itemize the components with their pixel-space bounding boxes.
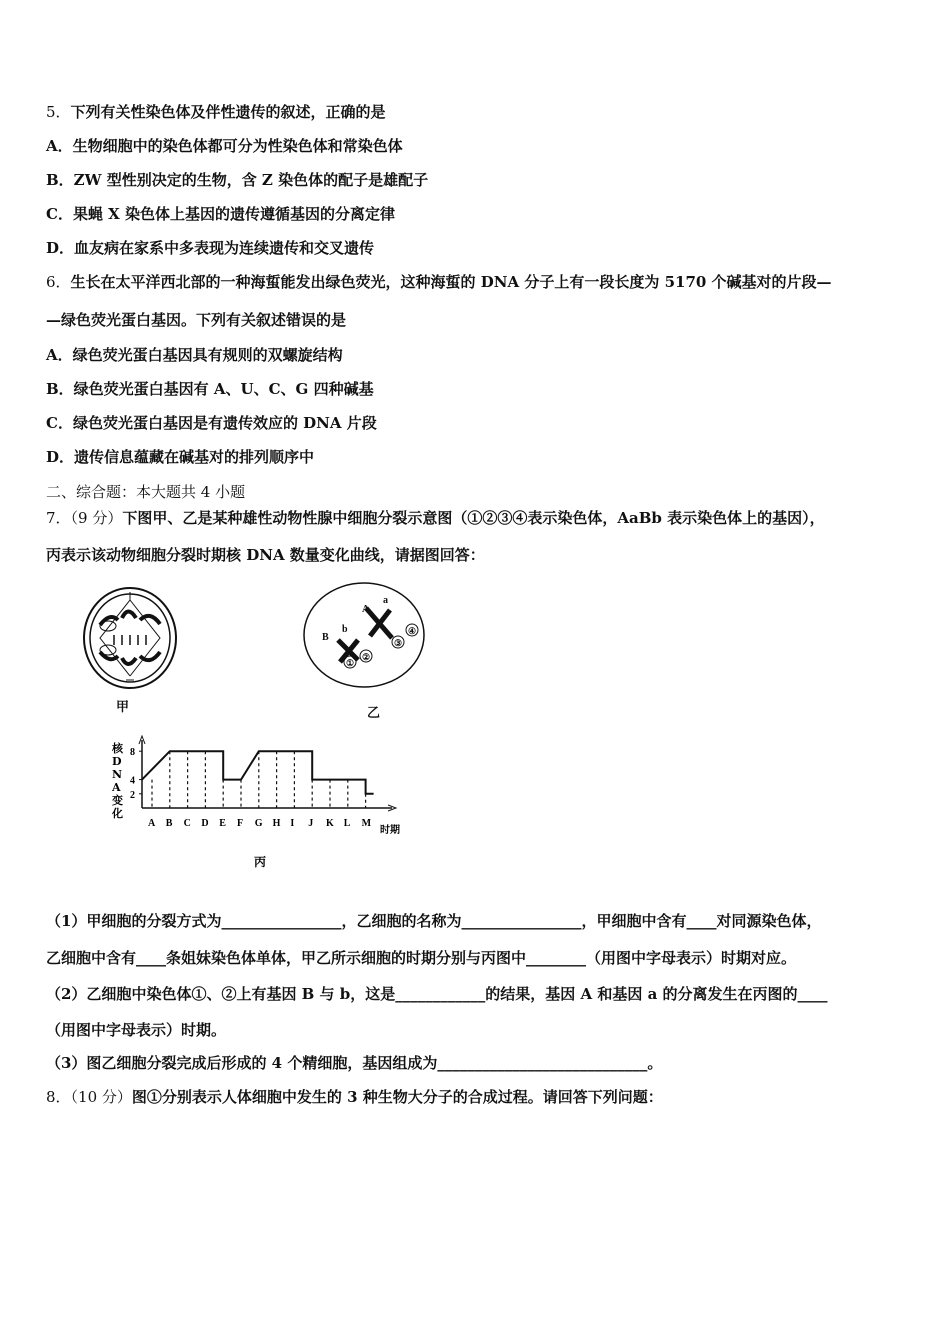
x-tick-label: I (290, 818, 295, 829)
q5-option-d: D．血友病在家系中多表现为连续遗传和交叉遗传 (46, 239, 375, 257)
dna-series-line (142, 751, 374, 794)
q5-option-a: A．生物细胞中的染色体都可分为性染色体和常染色体 (46, 137, 403, 155)
yi-chrom-4: ④ (408, 626, 417, 636)
yi-chrom-1: ① (346, 658, 355, 668)
x-tick-label: L (343, 818, 351, 829)
y-tick-label: 8 (130, 747, 135, 759)
chart-title: 丙 (254, 855, 267, 869)
q7-sub1-line1: （1）甲细胞的分裂方式为________________，乙细胞的名称为________________，甲细胞中含有____对同源染色体， (46, 912, 822, 930)
y-axis-label-char: 化 (112, 807, 123, 820)
x-tick-label: H (272, 818, 281, 829)
y-axis-label-char: N (112, 768, 123, 781)
y-tick-label: 4 (130, 775, 135, 787)
q7-stem-line2: 丙表示该动物细胞分裂时期核 DNA 数量变化曲线，请据图回答： (46, 546, 485, 564)
y-axis-label-char: 变 (112, 794, 123, 807)
section-heading: 二、综合题：本大题共 4 小题 (46, 483, 246, 501)
y-axis-arrow (139, 736, 145, 744)
q7-sub2-line2: （用图中字母表示）时期。 (46, 1021, 227, 1039)
q6-option-a: A．绿色荧光蛋白基因具有规则的双螺旋结构 (46, 346, 343, 364)
x-tick-label: G (254, 818, 263, 829)
q5-option-b: B．ZW 型性别决定的生物，含 Z 染色体的配子是雄配子 (46, 171, 429, 189)
q7-stem-line1: 7．（9 分）下图甲、乙是某种雄性动物性腺中细胞分裂示意图（①②③④表示染色体，AaBb 表示染色体上的基因）， (46, 509, 825, 527)
x-tick-label: M (361, 818, 372, 829)
q7-sub1-line2: 乙细胞中含有____条姐妹染色体单体，甲乙所示细胞的时期分别与丙图中________（用图中字母表示）时期对应。 (46, 949, 797, 967)
q5-option-c: C．果蝇 X 染色体上基因的遗传遵循基因的分离定律 (46, 205, 396, 223)
x-tick-label: C (183, 818, 191, 829)
yi-gene-a: a (383, 595, 388, 606)
q6-option-d: D．遗传信息蕴藏在碱基对的排列顺序中 (46, 448, 315, 466)
q7-sub2-line1: （2）乙细胞中染色体①、②上有基因 B 与 b，这是____________的结果，基因 A 和基因 a 的分离发生在丙图的____ (46, 985, 828, 1003)
q8-stem: 8．（10 分）图①分别表示人体细胞中发生的 3 种生物大分子的合成过程。请回答下列问题： (46, 1088, 663, 1106)
q6-stem-line2: —绿色荧光蛋白基因。下列有关叙述错误的是 (46, 311, 347, 329)
yi-gene-b: b (342, 624, 348, 635)
q6-stem-line1: 6．生长在太平洋西北部的一种海蜇能发出绿色荧光，这种海蜇的 DNA 分子上有一段长度为 5170 个碱基对的片段— (46, 273, 832, 291)
x-axis-arrow (388, 805, 396, 811)
yi-gene-A: A (362, 604, 370, 615)
x-tick-label: D (201, 818, 209, 829)
yi-chrom-2: ② (362, 652, 371, 662)
y-axis-label-char: A (112, 781, 121, 794)
y-axis-label-char: D (112, 755, 122, 768)
x-tick-label: K (326, 818, 334, 829)
q5-stem: 5．下列有关性染色体及伴性遗传的叙述，正确的是 (46, 103, 386, 121)
yi-chrom-3: ③ (394, 638, 403, 648)
fig-yi-label: 乙 (367, 706, 381, 721)
q6-option-c: C．绿色荧光蛋白基因是有遗传效应的 DNA 片段 (46, 414, 377, 432)
y-axis-label-char: 核 (112, 742, 123, 755)
x-tick-label: J (308, 818, 314, 829)
x-tick-label: F (237, 818, 244, 829)
x-axis-label: 时期 (380, 825, 400, 836)
y-tick-label: 2 (130, 789, 135, 801)
x-tick-label: E (219, 818, 226, 829)
yi-gene-B: B (322, 632, 329, 643)
fig-jia-label: 甲 (116, 700, 130, 715)
x-tick-label: A (148, 818, 156, 829)
q7-sub3: （3）图乙细胞分裂完成后形成的 4 个精细胞，基因组成为____________________________。 (46, 1054, 663, 1072)
x-tick-label: B (165, 818, 173, 829)
q6-option-b: B．绿色荧光蛋白基因有 A、U、C、G 四种碱基 (46, 380, 374, 398)
